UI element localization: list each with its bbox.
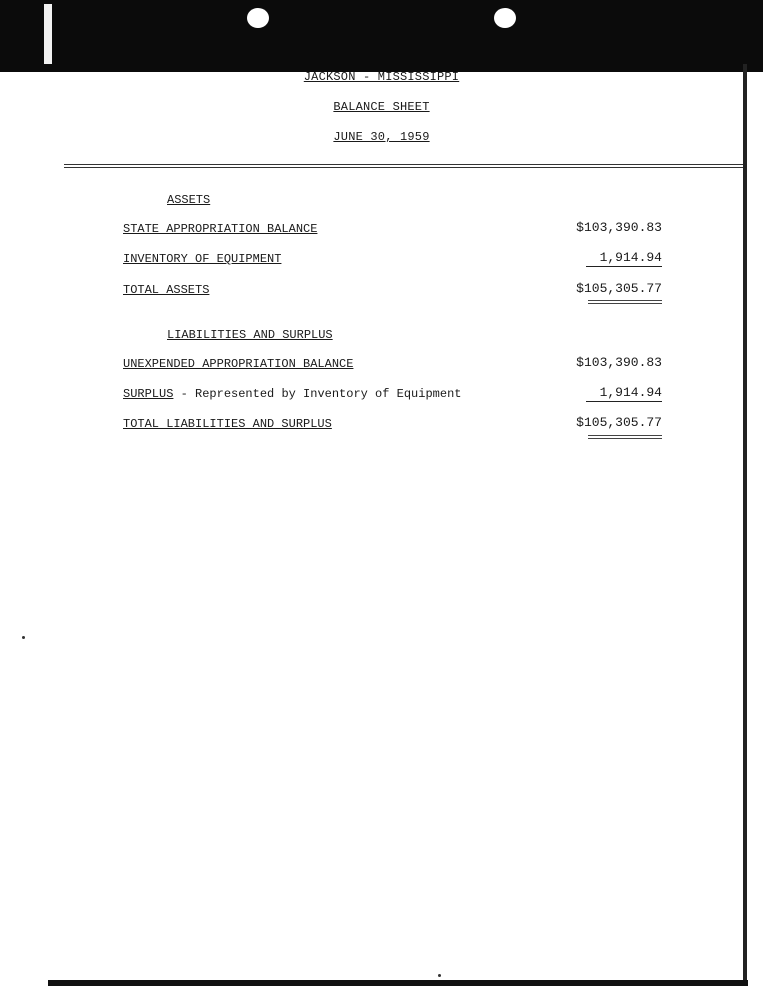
subtotal-underline [586, 266, 662, 267]
heading-location-text: JACKSON - MISSISSIPPI [303, 70, 460, 84]
scan-dark-border-top [0, 0, 763, 72]
page-right-edge [743, 64, 747, 984]
heading-date-text: JUNE 30, 1959 [333, 130, 430, 144]
heading-location [0, 70, 763, 84]
row-label-surplus: SURPLUS [123, 387, 174, 401]
row-amount-total-assets: $105,305.77 [576, 281, 662, 296]
total-liabilities-double-underline [588, 435, 662, 439]
punch-hole-left [247, 8, 269, 28]
page-bottom-edge [48, 980, 748, 986]
row-label-inventory: INVENTORY OF EQUIPMENT [123, 252, 282, 266]
liabilities-section-title: LIABILITIES AND SURPLUS [167, 328, 333, 342]
row-label-total-liabilities: TOTAL LIABILITIES AND SURPLUS [123, 417, 332, 431]
scan-speck [22, 636, 25, 639]
row-amount-unexpended: $103,390.83 [576, 355, 662, 370]
row-label-unexpended: UNEXPENDED APPROPRIATION BALANCE [123, 357, 354, 371]
scan-artifact-strip [44, 4, 52, 64]
row-label-total-assets: TOTAL ASSETS [123, 283, 210, 297]
scan-speck [438, 974, 441, 977]
header-double-rule [64, 164, 743, 168]
row-amount-total-liabilities: $105,305.77 [576, 415, 662, 430]
row-label-surplus-desc: - Represented by Inventory of Equipment [173, 387, 462, 401]
surplus-underline [586, 401, 662, 402]
total-assets-double-underline [588, 300, 662, 304]
row-label-surplus-line [123, 387, 461, 401]
heading-title-text: BALANCE SHEET [333, 100, 430, 114]
row-amount-surplus: 1,914.94 [599, 385, 662, 400]
punch-hole-right [494, 8, 516, 28]
heading-title [0, 100, 763, 114]
row-label-state-appropriation: STATE APPROPRIATION BALANCE [123, 222, 318, 236]
assets-section-title: ASSETS [167, 193, 211, 207]
row-amount-inventory: 1,914.94 [599, 250, 662, 265]
row-amount-state-appropriation: $103,390.83 [576, 220, 662, 235]
heading-date [0, 130, 763, 144]
